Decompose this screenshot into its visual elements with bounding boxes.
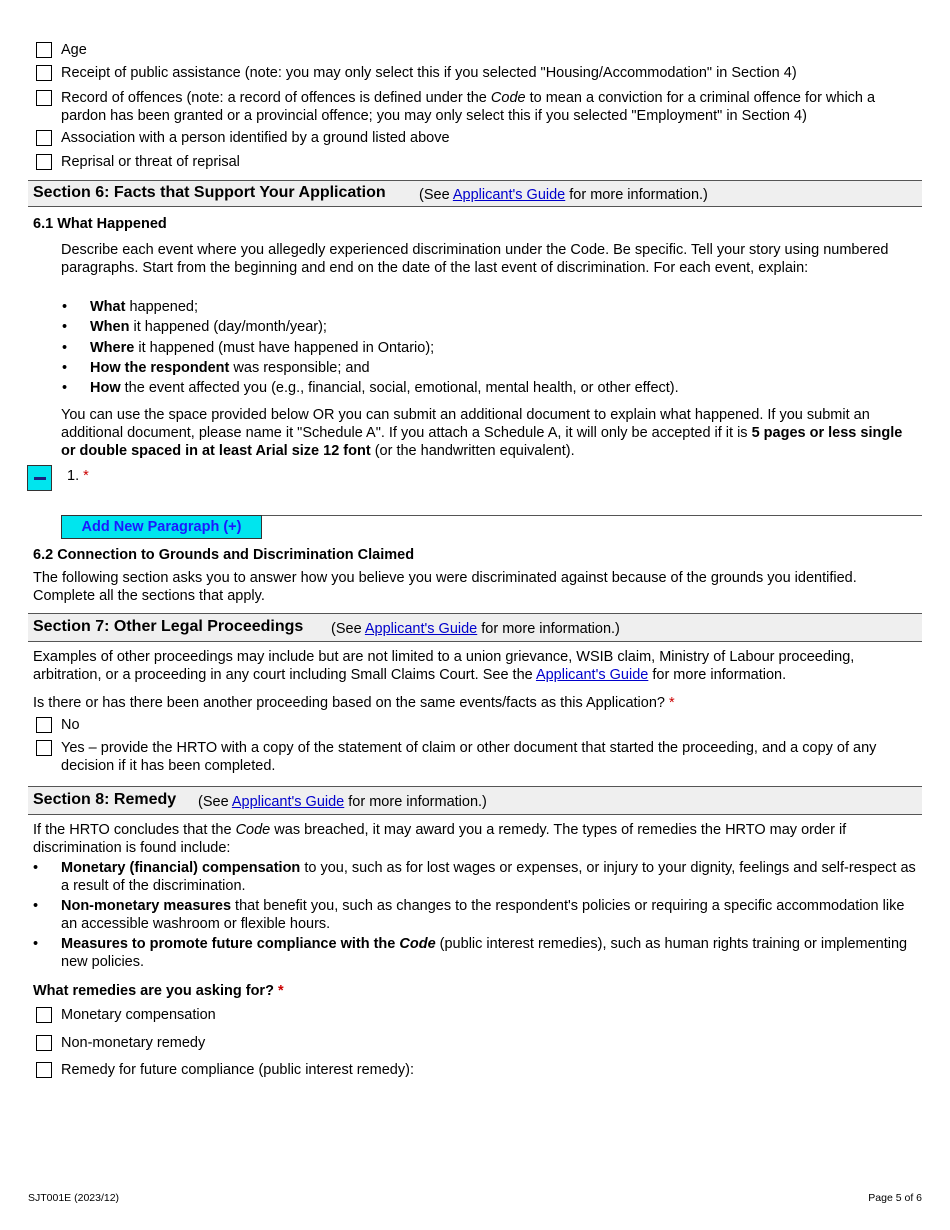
- ground-association: [36, 129, 922, 147]
- section-7-question: Is there or has there been another proceeding based on the same events/facts as this Application? *: [33, 695, 675, 711]
- section-8-header: [28, 786, 922, 815]
- remedy-types-list: [32, 859, 918, 971]
- section-8-guide-note: (See Applicant's Guide for more information.): [198, 794, 487, 810]
- add-paragraph-button[interactable]: Add New Paragraph (+): [61, 515, 262, 539]
- ground-reprisal-label: Reprisal or threat of reprisal: [61, 154, 240, 170]
- list-item: • Where it happened (must have happened in Ontario);: [61, 339, 911, 359]
- section-8-guide-link[interactable]: Applicant's Guide: [231, 794, 345, 810]
- list-item: • What happened;: [61, 298, 911, 318]
- checkbox-public-assistance[interactable]: [36, 65, 52, 81]
- section-7-guide-link[interactable]: Applicant's Guide: [364, 621, 478, 637]
- what-happened-bullets: [61, 298, 911, 399]
- remedy-future-compliance-label: Remedy for future compliance (public interest remedy):: [61, 1062, 414, 1078]
- list-item: • When it happened (day/month/year);: [61, 318, 911, 339]
- checkbox-proceeding-yes[interactable]: [36, 740, 52, 756]
- checkbox-remedy-non-monetary[interactable]: [36, 1035, 52, 1051]
- checkbox-age[interactable]: [36, 42, 52, 58]
- list-item: • Non-monetary measures that benefit you, such as changes to the respondent's policies or requiring a specific accommodation like an accessible washroom or flexible hours.: [32, 897, 918, 933]
- ground-public-assistance: [36, 64, 922, 82]
- remedy-non-monetary: [36, 1034, 922, 1052]
- paragraph-1-label: 1. *: [67, 468, 89, 484]
- section-8-intro: If the HRTO concludes that the Code was breached, it may award you a remedy. The types of remedies the HRTO may order if discrimination is found include:: [33, 822, 847, 856]
- checkbox-remedy-future-compliance[interactable]: [36, 1062, 52, 1078]
- section-7-header: [28, 613, 922, 642]
- section-6-guide-link[interactable]: Applicant's Guide: [452, 187, 566, 203]
- list-item: • How the event affected you (e.g., financial, social, emotional, mental health, or other effect).: [61, 379, 911, 399]
- proceeding-yes-label: Yes – provide the HRTO with a copy of the statement of claim or other document that started the proceeding, and a copy of any decision if it has been completed.: [61, 740, 877, 774]
- remedy-non-monetary-label: Non-monetary remedy: [61, 1035, 206, 1051]
- checkbox-record-of-offences[interactable]: [36, 90, 52, 106]
- section-6-title: Section 6: Facts that Support Your Application: [33, 184, 386, 201]
- ground-public-assistance-label: Receipt of public assistance (note: you may only select this if you selected "Housing/Accommodation" in Section 4): [61, 65, 797, 81]
- ground-record-of-offences-label: Record of offences (note: a record of offences is defined under the Code to mean a conviction for a criminal offence for which a pardon has been granted or a provincial offence; you may only select this if you selected "Employment" in Section 4): [61, 90, 876, 124]
- checkbox-proceeding-no[interactable]: [36, 717, 52, 733]
- ground-age-label: Age: [61, 42, 87, 58]
- section-7-title: Section 7: Other Legal Proceedings: [33, 618, 304, 635]
- page-number: Page 5 of 6: [868, 1192, 922, 1204]
- list-item: • How the respondent was responsible; and: [61, 359, 911, 379]
- minus-icon: [34, 477, 46, 480]
- subsection-6-1-title: 6.1 What Happened: [33, 216, 167, 232]
- list-item: • Measures to promote future compliance with the Code (public interest remedies), such as human rights training or implementing new policies.: [32, 935, 918, 971]
- remove-paragraph-button[interactable]: [27, 465, 52, 491]
- form-id: SJT001E (2023/12): [28, 1192, 120, 1204]
- remedy-monetary: [36, 1006, 922, 1024]
- subsection-6-2-title: 6.2 Connection to Grounds and Discrimination Claimed: [33, 547, 415, 563]
- ground-reprisal: [36, 153, 922, 171]
- section-7-examples-guide-link[interactable]: Applicant's Guide: [535, 667, 649, 683]
- list-item: • Monetary (financial) compensation to you, such as for lost wages or expenses, or injury to your dignity, feelings and self-respect as a result of the discrimination.: [32, 859, 918, 895]
- section-7-guide-note: (See Applicant's Guide for more information.): [331, 621, 620, 637]
- ground-age: [36, 41, 922, 59]
- remedy-monetary-label: Monetary compensation: [61, 1007, 216, 1023]
- section-8-title: Section 8: Remedy: [33, 791, 177, 808]
- remedy-future-compliance: [36, 1061, 922, 1079]
- checkbox-association[interactable]: [36, 130, 52, 146]
- section-7-examples: Examples of other proceedings may include but are not limited to a union grievance, WSIB claim, Ministry of Labour proceeding, arbitration, or a proceeding in any court including Small Claims Court. See the Applicant's Guide for more information.: [33, 649, 855, 683]
- proceeding-yes: [36, 739, 922, 775]
- section-6-header: [28, 180, 922, 207]
- subsection-6-2-text: The following section asks you to answer how you believe you were discriminated against because of the grounds you identified. Complete all the sections that apply.: [33, 570, 857, 604]
- ground-association-label: Association with a person identified by a ground listed above: [61, 130, 450, 146]
- remedy-question: What remedies are you asking for? *: [33, 983, 284, 999]
- proceeding-no-label: No: [61, 717, 80, 733]
- what-happened-intro: Describe each event where you allegedly experienced discrimination under the Code. Be specific. Tell your story using numbered paragraphs. Start from the beginning and end on the date of the last event of discrimination. For each event, explain:: [61, 242, 889, 276]
- checkbox-remedy-monetary[interactable]: [36, 1007, 52, 1023]
- proceeding-no: [36, 716, 922, 734]
- checkbox-reprisal[interactable]: [36, 154, 52, 170]
- ground-record-of-offences: [36, 89, 922, 125]
- section-6-guide-note: (See Applicant's Guide for more information.): [419, 187, 708, 203]
- schedule-a-note: You can use the space provided below OR you can submit an additional document to explain what happened. If you submit an additional document, please name it "Schedule A". If you attach a Schedule A, it will only be accepted if it is 5 pages or less single or double spaced in at least Arial size 12 font (or the handwritten equivalent).: [61, 407, 903, 459]
